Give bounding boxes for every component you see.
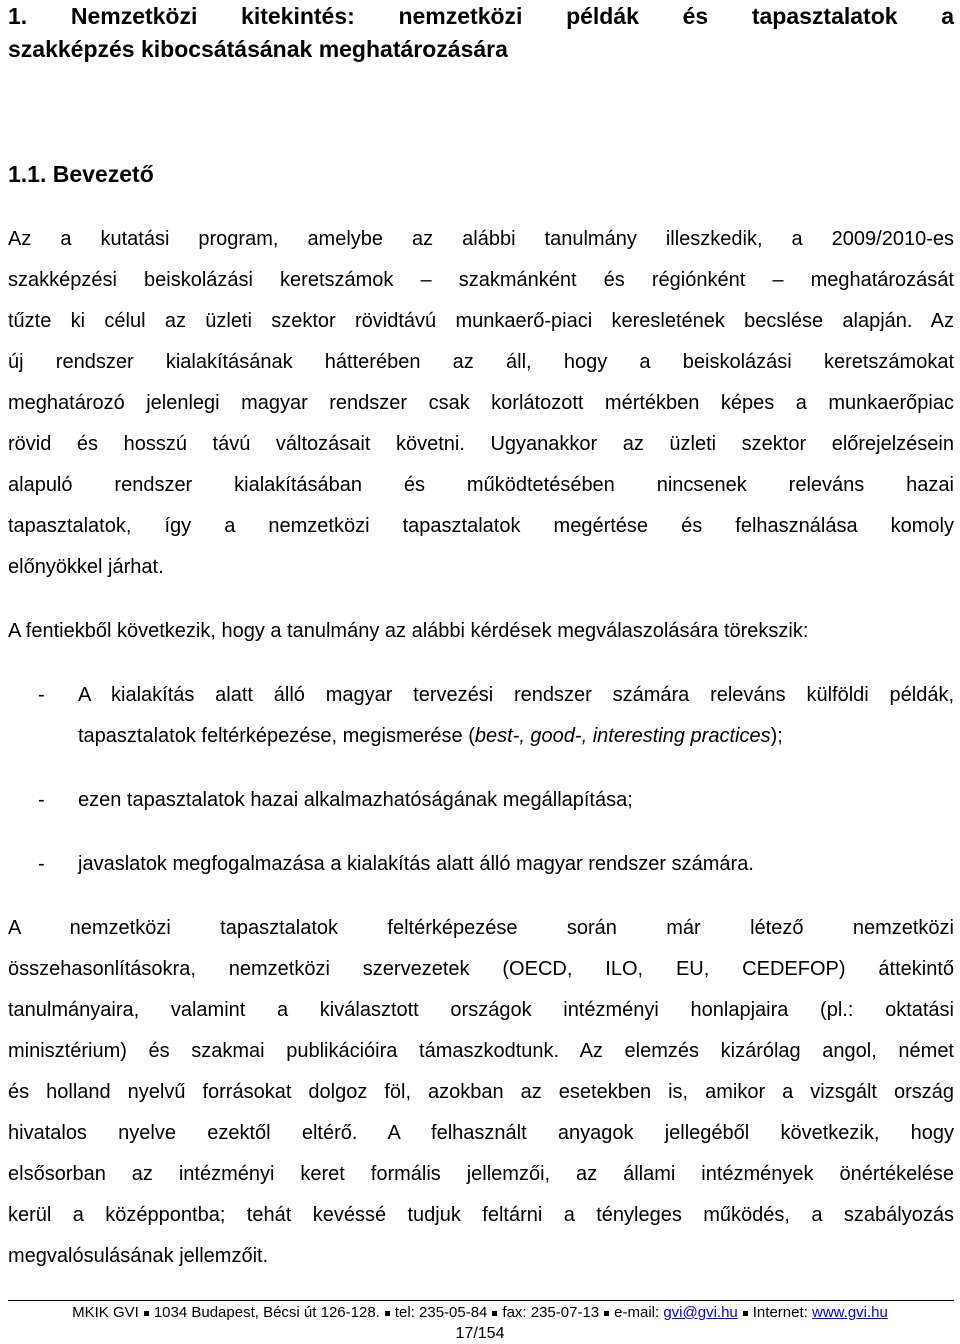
- list-item-text: [78, 675, 954, 757]
- para1-line: rövid és hosszú távú változásait követni. Ugyanakkor az üzleti szektor előrejelzésein: [8, 433, 954, 455]
- para3-line: A nemzetközi tapasztalatok feltérképezése során már létező nemzetközi: [8, 917, 954, 939]
- footer-org: MKIK GVI: [72, 1304, 139, 1321]
- list-dash: -: [38, 684, 45, 706]
- chapter-heading: [8, 0, 954, 66]
- para1-line: tapasztalatok, így a nemzetközi tapasztalatok megértése és felhasználása komoly: [8, 515, 954, 537]
- footer-contact-line: [0, 1303, 960, 1323]
- para1-line: szakképzési beiskolázási keretszámok – szakmánként és régiónként – meghatározását: [8, 269, 954, 291]
- list-item: [8, 675, 954, 757]
- intro-paragraph: [8, 219, 954, 588]
- para3-line: hivatalos nyelve ezektől eltérő. A felhasznált anyagok jellegéből következik, hogy: [8, 1122, 954, 1144]
- para3-line: megvalósulásának jellemzőit.: [8, 1245, 269, 1267]
- square-bullet-icon: [743, 1311, 748, 1316]
- footer-divider: [8, 1300, 954, 1301]
- chapter-heading-line1: 1. Nemzetközi kitekintés: nemzetközi példák és tapasztalatok a: [8, 3, 954, 29]
- list-item-text: [78, 844, 954, 885]
- list-dash: -: [38, 853, 45, 875]
- footer-web-link[interactable]: www.gvi.hu: [811, 1304, 888, 1321]
- list-item-line: [78, 716, 954, 757]
- methodology-paragraph: [8, 908, 954, 1277]
- square-bullet-icon: [604, 1311, 609, 1316]
- para1-line: előnyökkel járhat.: [8, 556, 164, 578]
- square-bullet-icon: [385, 1311, 390, 1316]
- list-dash: -: [38, 789, 45, 811]
- practices-emphasis: best-, good-, interesting practices: [474, 725, 771, 747]
- para1-line: meghatározó jelenlegi magyar rendszer csak korlátozott mértékben képes a munkaerőpiac: [8, 392, 954, 414]
- para2-line: A fentiekből következik, hogy a tanulmány az alábbi kérdések megválaszolására törekszik:: [8, 620, 809, 642]
- footer-web-label: Internet:: [752, 1304, 808, 1321]
- chapter-heading-line2: szakképzés kibocsátásának meghatározására: [8, 36, 508, 62]
- list-item-line: javaslatok megfogalmazása a kialakítás alatt álló magyar rendszer számára.: [78, 853, 754, 875]
- para3-line: és holland nyelvű forrásokat dolgoz föl, azokban az esetekben is, amikor a vizsgált ország: [8, 1081, 954, 1103]
- para1-line: tűzte ki célul az üzleti szektor rövidtávú munkaerő-piaci keresletének becslése alapján. Az: [8, 310, 954, 332]
- para1-line: Az a kutatási program, amelybe az alábbi tanulmány illeszkedik, a 2009/2010-es: [8, 228, 954, 250]
- para3-line: minisztérium) és szakmai publikációira támaszkodtunk. Az elemzés kizárólag angol, német: [8, 1040, 954, 1062]
- list-item-line: ezen tapasztalatok hazai alkalmazhatóságának megállapítása;: [78, 789, 633, 811]
- para3-line: tanulmányaira, valamint a kiválasztott országok intézményi honlapjaira (pl.: oktatási: [8, 999, 954, 1021]
- list-item-line: A kialakítás alatt álló magyar tervezési rendszer számára releváns külföldi példák,: [78, 684, 954, 706]
- footer-tel: tel: 235-05-84: [394, 1304, 488, 1321]
- footer-fax: fax: 235-07-13: [502, 1304, 600, 1321]
- questions-intro-paragraph: [8, 611, 954, 652]
- square-bullet-icon: [492, 1311, 497, 1316]
- footer-address: 1034 Budapest, Bécsi út 126-128.: [153, 1304, 380, 1321]
- para3-line: kerül a középpontba; tehát kevéssé tudjuk feltárni a tényleges működés, a szabályozás: [8, 1204, 954, 1226]
- list-item-text-pre: tapasztalatok feltérképezése, megismerése (: [78, 725, 475, 747]
- list-item-text: [78, 780, 954, 821]
- list-item-text-post: );: [770, 725, 783, 747]
- square-bullet-icon: [144, 1311, 149, 1316]
- footer-email-link[interactable]: gvi@gvi.hu: [663, 1304, 738, 1321]
- para3-line: elsősorban az intézményi keret formális jellemzői, az állami intézmények önértékelése: [8, 1163, 954, 1185]
- page-number: 17/154: [455, 1325, 505, 1342]
- para1-line: alapuló rendszer kialakításában és működtetésében nincsenek releváns hazai: [8, 474, 954, 496]
- list-item: [8, 780, 954, 821]
- footer-email-label: e-mail:: [614, 1304, 660, 1321]
- section-heading: 1.1. Bevezető: [8, 161, 154, 187]
- para1-line: új rendszer kialakításának hátterében az áll, hogy a beiskolázási keretszámokat: [8, 351, 954, 373]
- list-item: [8, 844, 954, 885]
- para3-line: összehasonlításokra, nemzetközi szervezetek (OECD, ILO, EU, CEDEFOP) áttekintő: [8, 958, 954, 980]
